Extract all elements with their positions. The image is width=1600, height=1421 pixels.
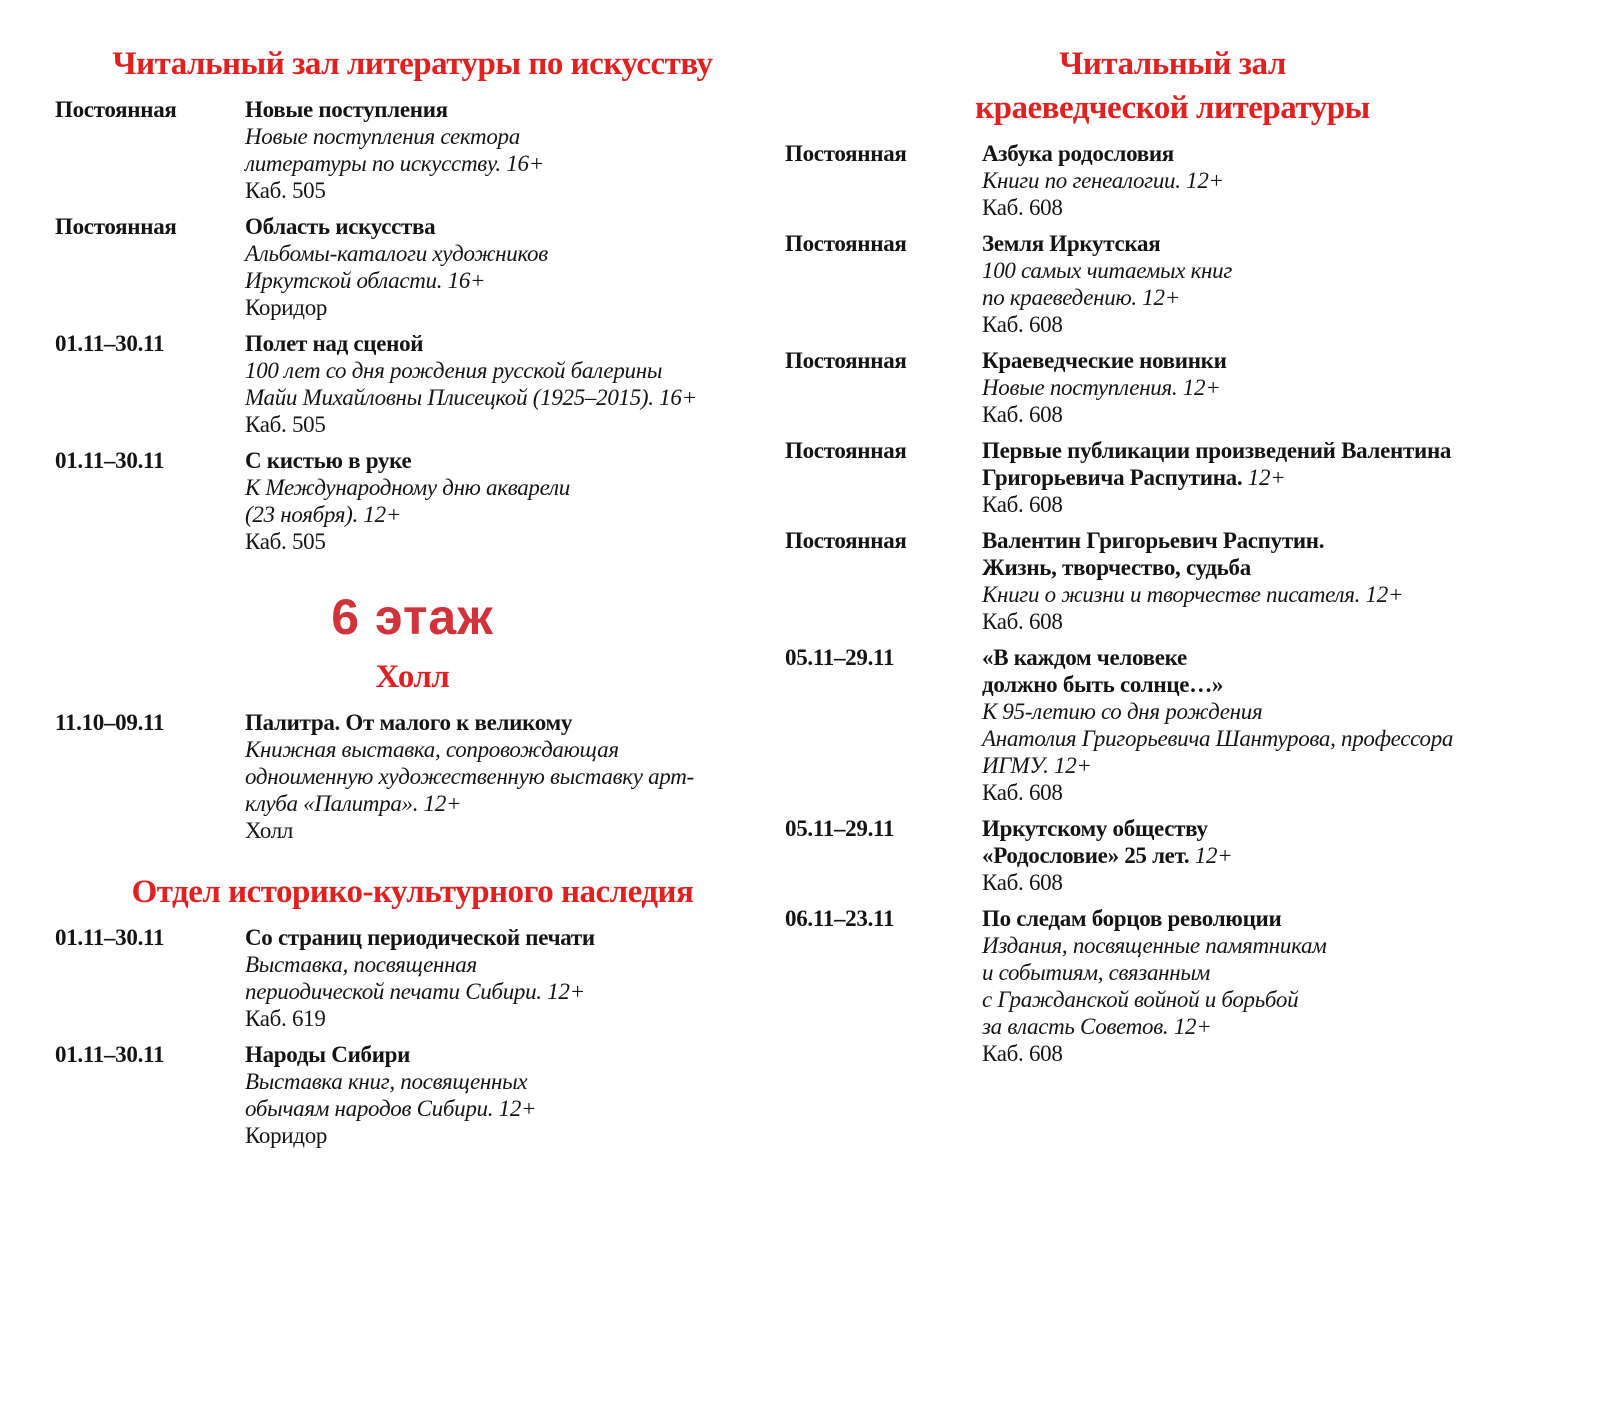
floor-heading: 6 этаж [331,589,494,645]
event-location: Каб. 505 [245,412,326,437]
event-item [55,330,770,438]
event-title-text: Первые публикации произведений Валентина [982,438,1452,463]
event-description: Выставка, посвященная [245,952,477,977]
event-description: Альбомы-каталоги художников [245,241,548,266]
event-title-text: Земля Иркутская [982,231,1161,256]
event-title [982,644,1560,671]
event-location: Каб. 608 [982,609,1063,634]
event-item [785,347,1560,428]
event-date: 06.11–23.11 [785,906,895,931]
event-item [785,140,1560,221]
event-item [55,447,770,555]
event-date: Постоянная [785,438,907,463]
event-date: Постоянная [785,231,907,256]
event-content [982,140,1560,221]
event-date: 01.11–30.11 [55,448,165,473]
event-description: и событиям, связанным [982,960,1211,985]
event-title [982,815,1560,842]
section-heading: Холл [375,659,450,695]
event-date: Постоянная [785,141,907,166]
event-content [982,815,1560,896]
event-description: Книги по генеалогии. 12+ [982,168,1224,193]
event-title-text: Палитра. От малого к великому [245,710,573,735]
event-item [55,1041,770,1149]
event-title-text: Область искусства [245,214,436,239]
event-title [982,140,1560,167]
event-description: с Гражданской войной и борьбой [982,987,1299,1012]
event-content [245,330,770,438]
event-description: 100 лет со дня рождения русской балерины [245,358,663,383]
event-description: ИГМУ. 12+ [982,753,1092,778]
event-title-text: С кистью в руке [245,448,412,473]
event-description: Новые поступления сектора [245,124,520,149]
section [785,42,1560,1067]
event-date: 01.11–30.11 [55,925,165,950]
event-content [245,96,770,204]
event-title [245,447,770,474]
event-date: 01.11–30.11 [55,331,165,356]
event-location: Каб. 608 [982,402,1063,427]
event-title-text: Валентин Григорьевич Распутин. [982,528,1325,553]
event-location: Каб. 608 [982,492,1063,517]
event-item [55,924,770,1032]
event-content [245,213,770,321]
event-description: Книги о жизни и творчестве писателя. 12+ [982,582,1404,607]
event-title-text: По следам борцов революции [982,906,1282,931]
event-title [982,671,1560,698]
event-item [785,815,1560,896]
event-content [245,924,770,1032]
age-rating: 12+ [1194,843,1233,868]
event-description: (23 ноября). 12+ [245,502,402,527]
event-description: Книжная выставка, сопровождающая [245,737,619,762]
event-location: Каб. 608 [982,312,1063,337]
event-location: Каб. 608 [982,195,1063,220]
section-heading: Читальный зал литературы по искусству [112,46,713,82]
event-description: Иркутской области. 16+ [245,268,486,293]
event-title [982,554,1560,581]
event-content [982,644,1560,806]
event-date: Постоянная [55,97,177,122]
event-description: Майи Михайловны Плисецкой (1925–2015). 16+ [245,385,697,410]
section-heading: Отдел историко-культурного наследия [131,874,694,910]
event-item [55,709,770,844]
event-title [245,709,770,736]
section-heading: краеведческой литературы [975,90,1370,126]
event-location: Каб. 608 [982,870,1063,895]
event-title [245,96,770,123]
event-description: обычаям народов Сибири. 12+ [245,1096,537,1121]
event-description: литературы по искусству. 16+ [245,151,544,176]
event-title-text: Григорьевича Распутина. [982,465,1243,490]
event-date: 05.11–29.11 [785,645,895,670]
event-title [982,230,1560,257]
event-title-text: «Родословие» 25 лет. [982,843,1190,868]
section-heading-block [55,870,770,914]
event-title [982,464,1560,491]
event-title-text: Со страниц периодической печати [245,925,595,950]
event-title [245,213,770,240]
section [55,655,770,844]
event-title-text: Народы Сибири [245,1042,411,1067]
event-title [982,437,1560,464]
event-content [982,230,1560,338]
event-content [982,905,1560,1067]
event-title [982,905,1560,932]
event-location: Коридор [245,1123,328,1148]
event-description: К 95-летию со дня рождения [982,699,1263,724]
event-title [982,347,1560,374]
event-title [245,1041,770,1068]
event-description: Выставка книг, посвященных [245,1069,528,1094]
event-location: Каб. 505 [245,529,326,554]
event-location: Каб. 608 [982,780,1063,805]
event-description: по краеведению. 12+ [982,285,1180,310]
event-title-text: Жизнь, творчество, судьба [982,555,1251,580]
event-description: периодической печати Сибири. 12+ [245,979,585,1004]
event-location: Каб. 608 [982,1041,1063,1066]
event-description: одноименную художественную выставку арт- [245,764,694,789]
event-item [55,96,770,204]
event-item [785,230,1560,338]
event-title [982,842,1560,869]
event-title-text: должно быть солнце…» [982,672,1224,697]
section [55,870,770,1149]
event-title [982,527,1560,554]
event-date: 05.11–29.11 [785,816,895,841]
event-description: 100 самых читаемых книг [982,258,1233,283]
event-item [785,905,1560,1067]
section [55,42,770,555]
event-content [982,527,1560,635]
event-date: Постоянная [785,348,907,373]
event-description: за власть Советов. 12+ [982,1014,1212,1039]
event-location: Каб. 505 [245,178,326,203]
event-description: Анатолия Григорьевича Шантурова, профессора [982,726,1454,751]
event-title-text: Полет над сценой [245,331,424,356]
event-title-text: Краеведческие новинки [982,348,1227,373]
event-description: Издания, посвященные памятникам [982,933,1327,958]
event-content [982,347,1560,428]
event-item [55,213,770,321]
event-content [245,709,770,844]
event-content [245,1041,770,1149]
section-heading-block [55,655,770,699]
event-description: Новые поступления. 12+ [982,375,1221,400]
event-location: Коридор [245,295,328,320]
column-right [785,42,1560,1093]
event-location: Холл [245,818,294,843]
event-title-text: Иркутскому обществу [982,816,1208,841]
section-heading: Читальный зал [1059,46,1286,82]
event-date: 11.10–09.11 [55,710,165,735]
event-item [785,644,1560,806]
section-heading-block [55,42,770,86]
event-date: Постоянная [55,214,177,239]
event-title-text: «В каждом человеке [982,645,1187,670]
section-heading-block [785,42,1560,130]
event-location: Каб. 619 [245,1006,326,1031]
event-date: Постоянная [785,528,907,553]
event-title [245,924,770,951]
event-title [245,330,770,357]
event-description: К Международному дню акварели [245,475,570,500]
event-content [245,447,770,555]
event-content [982,437,1560,518]
event-item [785,437,1560,518]
column-left [55,42,770,1175]
event-date: 01.11–30.11 [55,1042,165,1067]
event-description: клуба «Палитра». 12+ [245,791,462,816]
event-title-text: Азбука родословия [982,141,1174,166]
event-item [785,527,1560,635]
event-title-text: Новые поступления [245,97,448,122]
age-rating: 12+ [1247,465,1286,490]
